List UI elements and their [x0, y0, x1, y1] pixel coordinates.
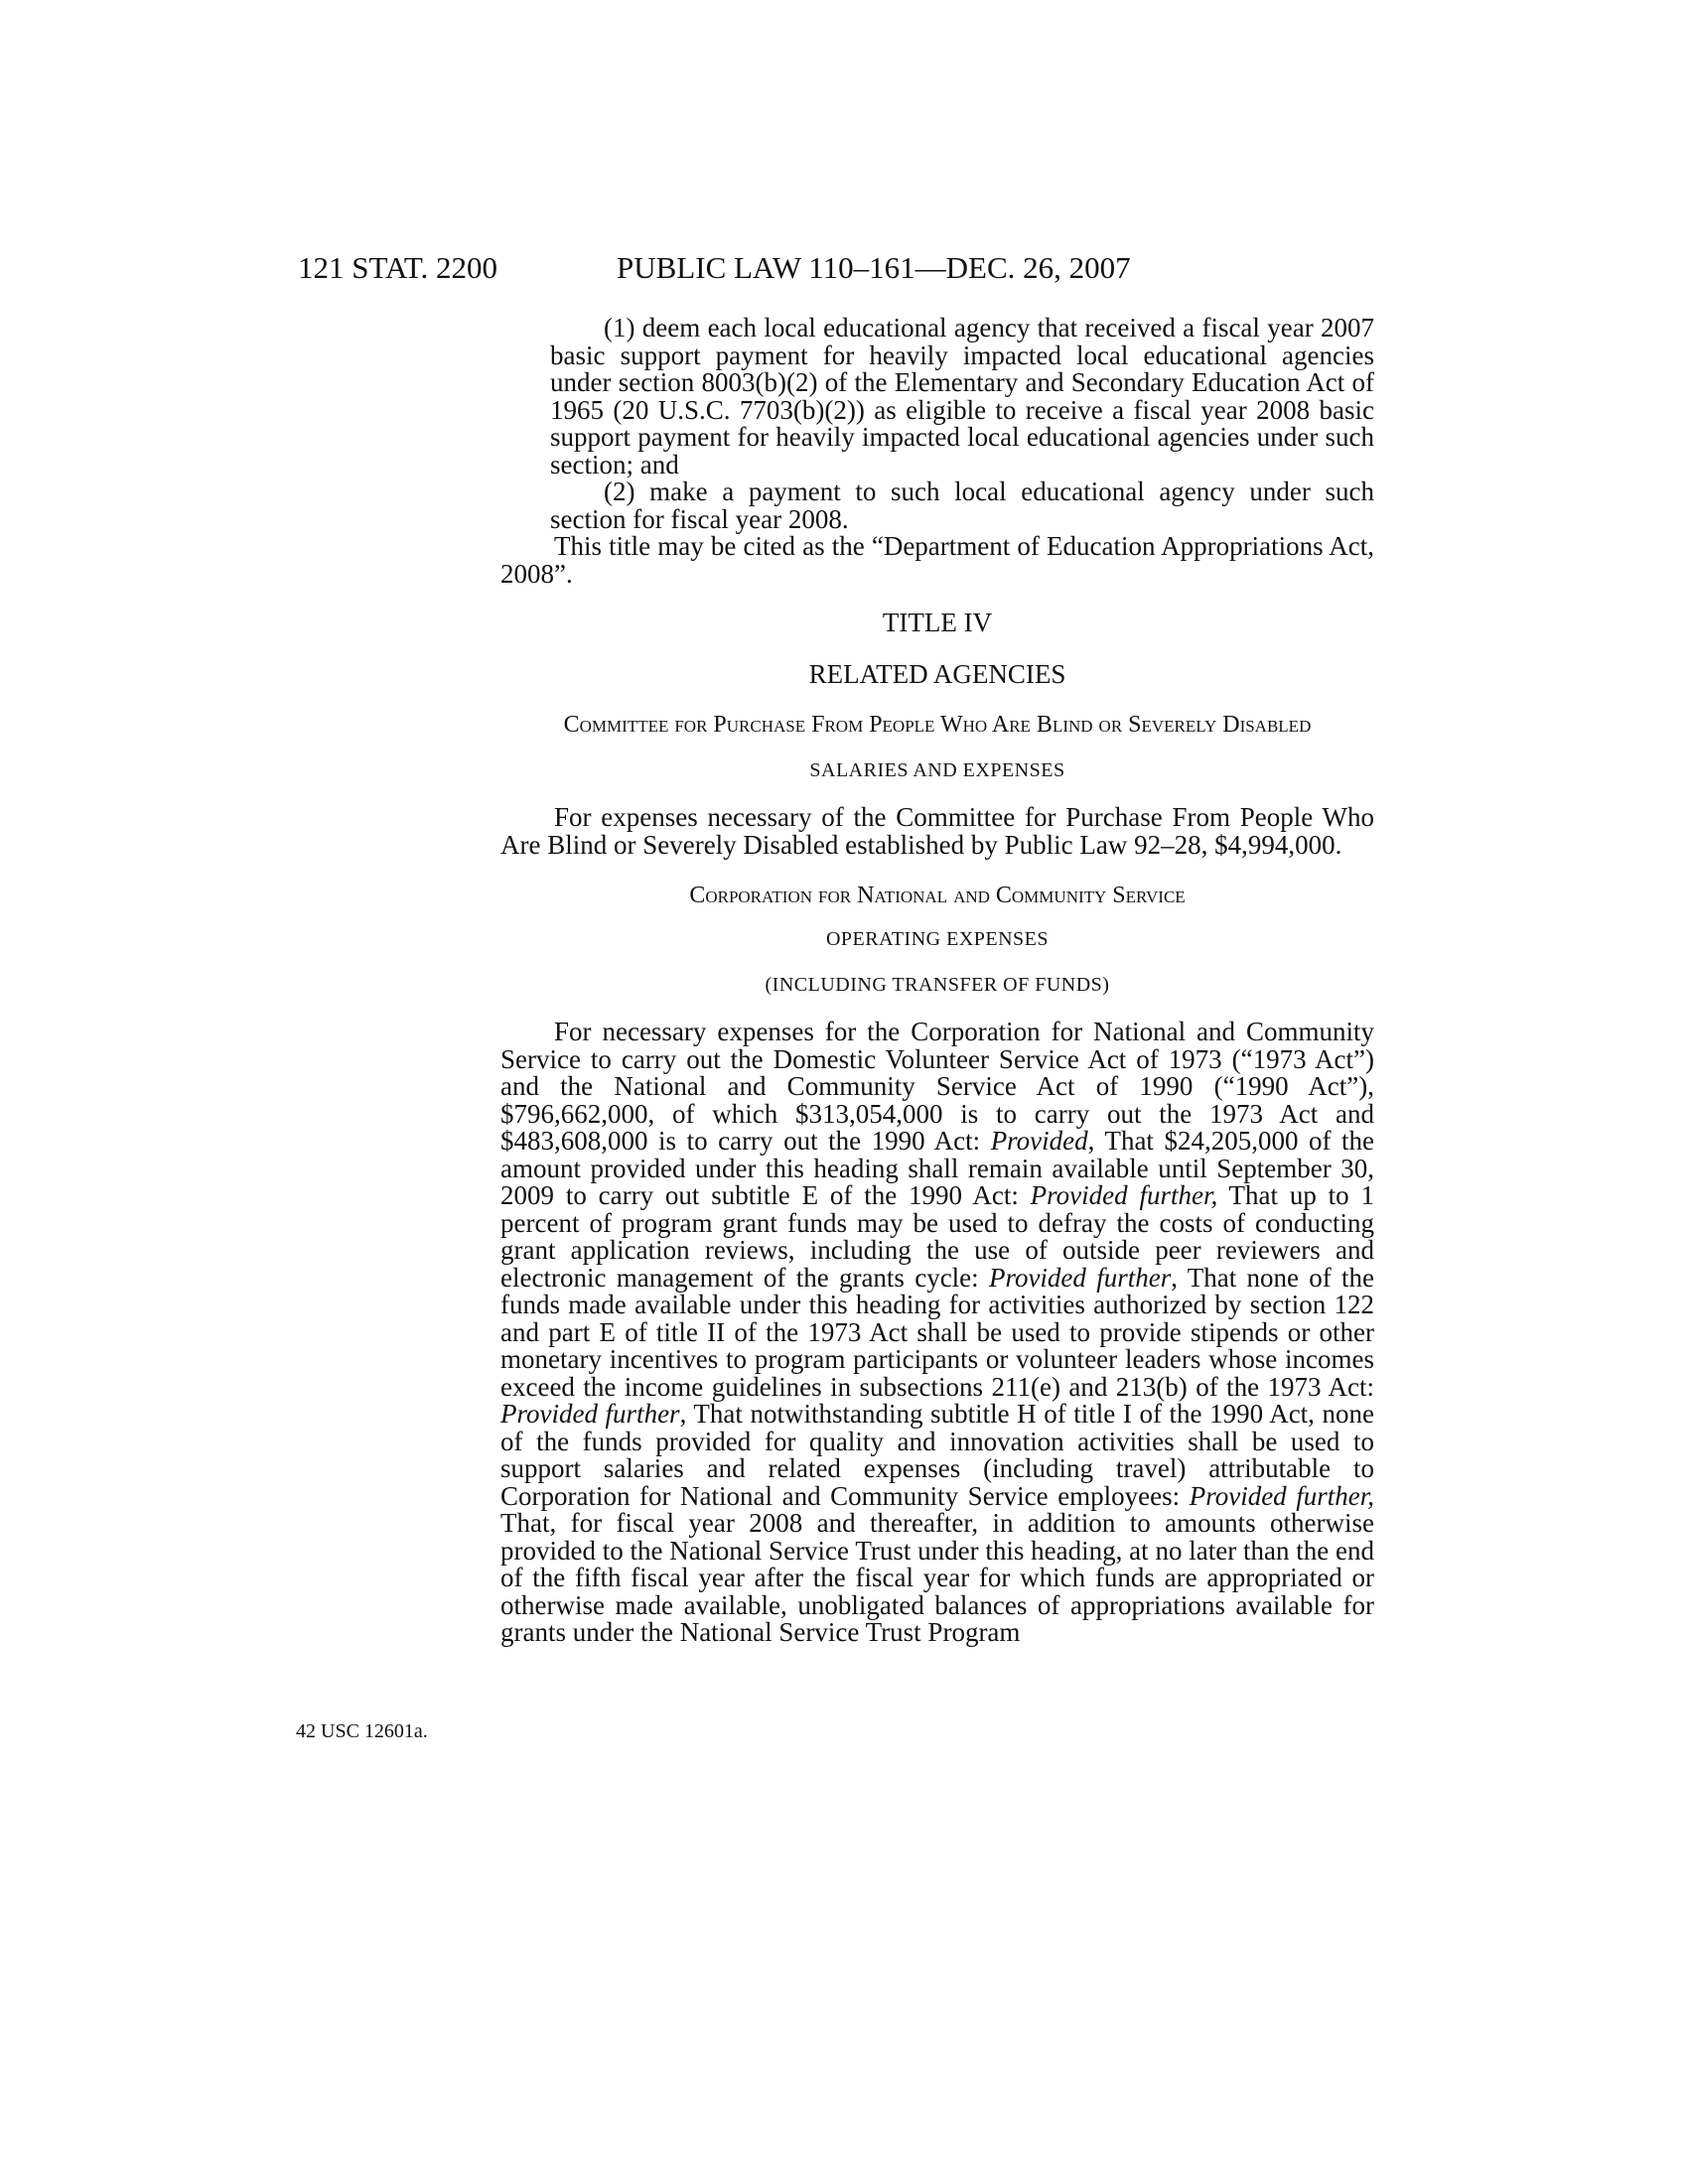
proviso-emphasis: Provided further [500, 1399, 680, 1429]
proviso-emphasis: Provided further [988, 1262, 1172, 1293]
corporation-appropriation-paragraph [500, 1019, 1374, 1647]
subheading-salaries-expenses: SALARIES AND EXPENSES [809, 758, 1065, 781]
proviso-emphasis: Provided further, [1030, 1180, 1218, 1210]
title-name: RELATED AGENCIES [808, 658, 1066, 689]
paragraph-item-1: (1) deem each local educational agency that received a fiscal year 2007 basic support payment for heavily impacted local educational agencies under section 8003(b)(2) of the Elementary and Secondary Education Act of 1965 (20 U.S.C. 7703(b)(2)) as eligible to receive a fiscal year 2008 basic support payment for heavily impacted local educational agencies under such section; and [550, 313, 1374, 479]
public-law-citation: PUBLIC LAW 110–161—DEC. 26, 2007 [617, 250, 1131, 285]
short-title-paragraph: This title may be cited as the “Department of Education Appropriations Act, 2008”. [500, 531, 1374, 589]
margin-note-usc-citation: 42 USC 12601a. [296, 1720, 428, 1742]
text-segment: , That none of the funds made available under this heading for activities authorized by section 122 and part E of title II of the 1973 Act shall be used to provide stipends or other monetary incentives to program participants or volunteer leaders whose incomes exceed the income guidelines in subsections 211(e) and 213(b) of the 1973 Act: [500, 1262, 1375, 1402]
agency-heading-corporation: Corporation for National and Community Service [689, 883, 1186, 908]
proviso-emphasis: Provided further, [1189, 1480, 1374, 1511]
text-segment: That, for fiscal year 2008 and thereafter, in addition to amounts otherwise provided to the National Service Trust under this heading, at no later than the end of the fifth fiscal year after the fiscal year for which funds are appropriated or otherwise made available, unobligated balances of appropriations available for grants under the National Service Trust Program [500, 1508, 1374, 1647]
title-heading: TITLE IV [882, 608, 993, 637]
subheading-operating-expenses: OPERATING EXPENSES [825, 928, 1050, 950]
text-segment: For necessary expenses for the Corporation for National and Community Service to carry out the Domestic Volunteer Service Act of 1973 (“1973 Act”) and the National and Community Service Act of 1990 (“1990 Act”), $796,662,000, of which $313,054,000 is to carry out the 1973 Act and $483,608,000 is to carry out the 1990 Act: [500, 1017, 1374, 1156]
paragraph-item-2: (2) make a payment to such local educational agency under such section for fiscal year 2008. [550, 477, 1374, 534]
running-head [0, 248, 1688, 288]
committee-appropriation-paragraph: For expenses necessary of the Committee for Purchase From People Who Are Blind or Severely Disabled established by Public Law 92–28, $4,994,000. [500, 802, 1374, 860]
document-body [500, 315, 1374, 1647]
stat-citation: 121 STAT. 2200 [298, 250, 498, 285]
agency-heading-committee: Committee for Purchase From People Who Are Blind or Severely Disabled [563, 711, 1312, 738]
text-segment: , That notwithstanding subtitle H of title I of the 1990 Act, none of the funds provided for quality and innovation activities shall be used to support salaries and related expenses (including travel) attributable to Corporation for National and Community Service employees: [500, 1399, 1374, 1511]
text-segment: That up to 1 percent of program grant funds may be used to defray the costs of conducting grant application reviews, including the use of outside peer reviewers and electronic management of the grants cycle: [500, 1180, 1375, 1293]
numbered-list [550, 315, 1374, 533]
subheading-transfer-of-funds: (INCLUDING TRANSFER OF FUNDS) [765, 973, 1110, 996]
text-segment: , That $24,205,000 of the amount provided under this heading shall remain available until September 30, 2009 to carry out subtitle E of the 1990 Act: [500, 1126, 1374, 1210]
proviso-emphasis: Provided [990, 1126, 1088, 1156]
